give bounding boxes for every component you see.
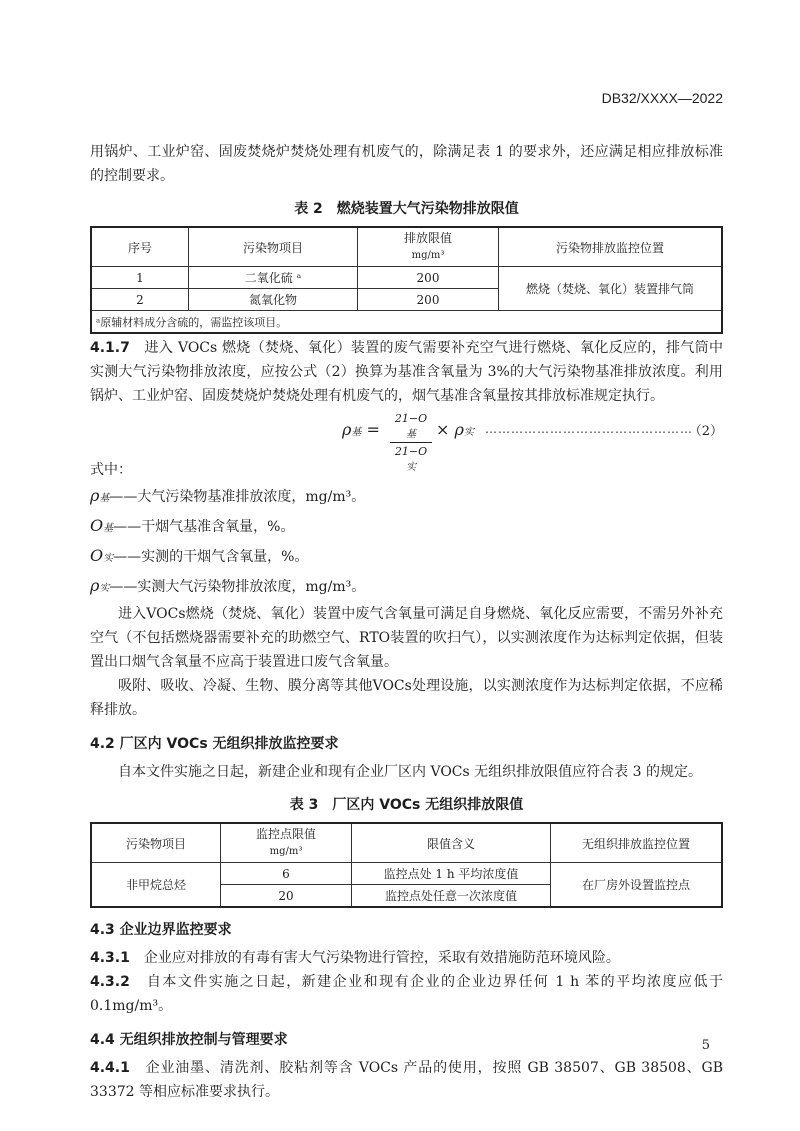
table2-header-limit-label: 排放限值 <box>403 231 452 245</box>
formula-number: （2） <box>688 424 723 439</box>
table2-header-limit-unit: mg/m³ <box>411 250 445 261</box>
formula-rhs: × ρ实 <box>436 420 474 439</box>
paragraph-oxygen: 进入VOCs燃烧（焚烧、氧化）装置中废气含氧量可满足自身燃烧、氧化反应需要，不需另外补充空气（不包括燃烧器需要补充的助燃空气、RTO装置的吹扫气），以实测浓度作为达标判定依据，但装置出口烟气含氧量不应高于装置进口废气含氧量。 <box>90 606 723 670</box>
clause-4-3-1: 4.3.1 企业应对排放的有毒有害大气污染物进行管控，采取有效措施防范环境风险。 <box>90 950 620 966</box>
table2-header-pollutant: 污染物项目 <box>189 227 358 267</box>
formula-denominator: 21−O实 <box>394 445 428 473</box>
variable-definition: ρ基——大气污染物基准排放浓度，mg/m³。 <box>90 486 366 505</box>
section-4-2-title: 4.2 厂区内 VOCs 无组织排放监控要求 <box>90 736 339 752</box>
variable-definition: ρ实——实测大气污染物排放浓度，mg/m³。 <box>90 576 366 595</box>
clause-4-3-2: 4.3.2 自本文件实施之日起，新建企业和现有企业的企业边界任何 1 h 苯的平均浓度应低于 0.1mg/m³。 <box>90 974 723 1014</box>
table2-row1-pollutant: 二氧化硫 ᵃ <box>189 267 358 289</box>
table3-row1-limit: 6 <box>221 863 352 885</box>
variable-definition: O实——实测的干烟气含氧量，%。 <box>90 546 309 565</box>
formula-leader-dots: ………………………………………… <box>485 422 693 436</box>
table2-row1-limit: 200 <box>358 267 499 289</box>
table3-header-location: 无组织排放监控位置 <box>551 823 723 863</box>
table-row <box>91 863 722 885</box>
table3-row2-meaning: 监控点处任意一次浓度值 <box>352 885 551 908</box>
variable-definition: O基——干烟气基准含氧量，%。 <box>90 516 295 535</box>
section-4-4-title: 4.4 无组织排放控制与管理要求 <box>90 1032 288 1048</box>
formula-fraction <box>390 412 432 473</box>
page-number: 5 <box>701 1038 710 1053</box>
clause-text: 进入 VOCs 燃烧（焚烧、氧化）装置的废气需要补充空气进行燃烧、氧化反应的，排气筒中实测大气污染物排放浓度，应按公式（2）换算为基准含氧量为 3%的大气污染物基准排放浓度。利用锅炉、工业炉窑、固废焚烧炉焚烧处理有机废气的，烟气基准含氧量按其排放标准规定执行。 <box>90 340 724 404</box>
table3 <box>90 822 723 908</box>
clause-4-1-7 <box>90 336 723 408</box>
table3-row1-meaning: 监控点处 1 h 平均浓度值 <box>352 863 551 885</box>
table2-row2-no: 2 <box>91 289 189 311</box>
section-4-3-title: 4.3 企业边界监控要求 <box>90 922 232 938</box>
clause-number: 4.1.7 <box>90 340 130 356</box>
table3-header-pollutant: 污染物项目 <box>91 823 221 863</box>
table2-header-location: 污染物排放监控位置 <box>499 227 723 267</box>
table-row <box>91 267 722 289</box>
table2 <box>90 226 723 334</box>
table3-pollutant: 非甲烷总烃 <box>91 863 221 908</box>
document-id: DB32/XXXX—2022 <box>601 90 723 106</box>
clause-4-4-1: 4.4.1 企业油墨、清洗剂、胶粘剂等含 VOCs 产品的使用，按照 GB 38507、GB 38508、GB 33372 等相应标准要求执行。 <box>90 1060 724 1100</box>
table2-row2-limit: 200 <box>358 289 499 311</box>
table2-row1-no: 1 <box>91 267 189 289</box>
paragraph-other-facilities: 吸附、吸收、冷凝、生物、膜分离等其他VOCs处理设施，以实测浓度作为达标判定依据，不应稀释排放。 <box>90 678 723 718</box>
table2-caption: 表 2 燃烧装置大气污染物排放限值 <box>294 201 519 217</box>
document-body <box>90 140 723 1104</box>
table3-header-limit-unit: mg/m³ <box>269 846 303 857</box>
section-4-2-text: 自本文件实施之日起，新建企业和现有企业厂区内 VOCs 无组织排放限值应符合表 3 的规定。 <box>118 764 702 780</box>
table3-location: 在厂房外设置监控点 <box>551 863 723 908</box>
formula-numerator: 21−O基 <box>390 412 432 443</box>
intro-paragraph: 用锅炉、工业炉窑、固废焚烧炉焚烧处理有机废气的，除满足表 1 的要求外，还应满足相应排放标准的控制要求。 <box>90 144 723 184</box>
table2-note: ᵃ原辅材料成分含硫的，需监控该项目。 <box>91 311 722 334</box>
table2-header-limit <box>358 227 499 267</box>
table2-row2-pollutant: 氮氧化物 <box>189 289 358 311</box>
table3-header-limit <box>221 823 352 863</box>
table3-row2-limit: 20 <box>221 885 352 908</box>
where-label: 式中： <box>90 462 132 478</box>
table3-header-meaning: 限值含义 <box>352 823 551 863</box>
table2-header-no: 序号 <box>91 227 189 267</box>
table3-header-limit-label: 监控点限值 <box>255 827 316 841</box>
table3-caption: 表 3 厂区内 VOCs 无组织排放限值 <box>289 797 524 813</box>
table2-location: 燃烧（焚烧、氧化）装置排气筒 <box>499 267 723 311</box>
formula-lhs: ρ基 = <box>342 420 380 439</box>
